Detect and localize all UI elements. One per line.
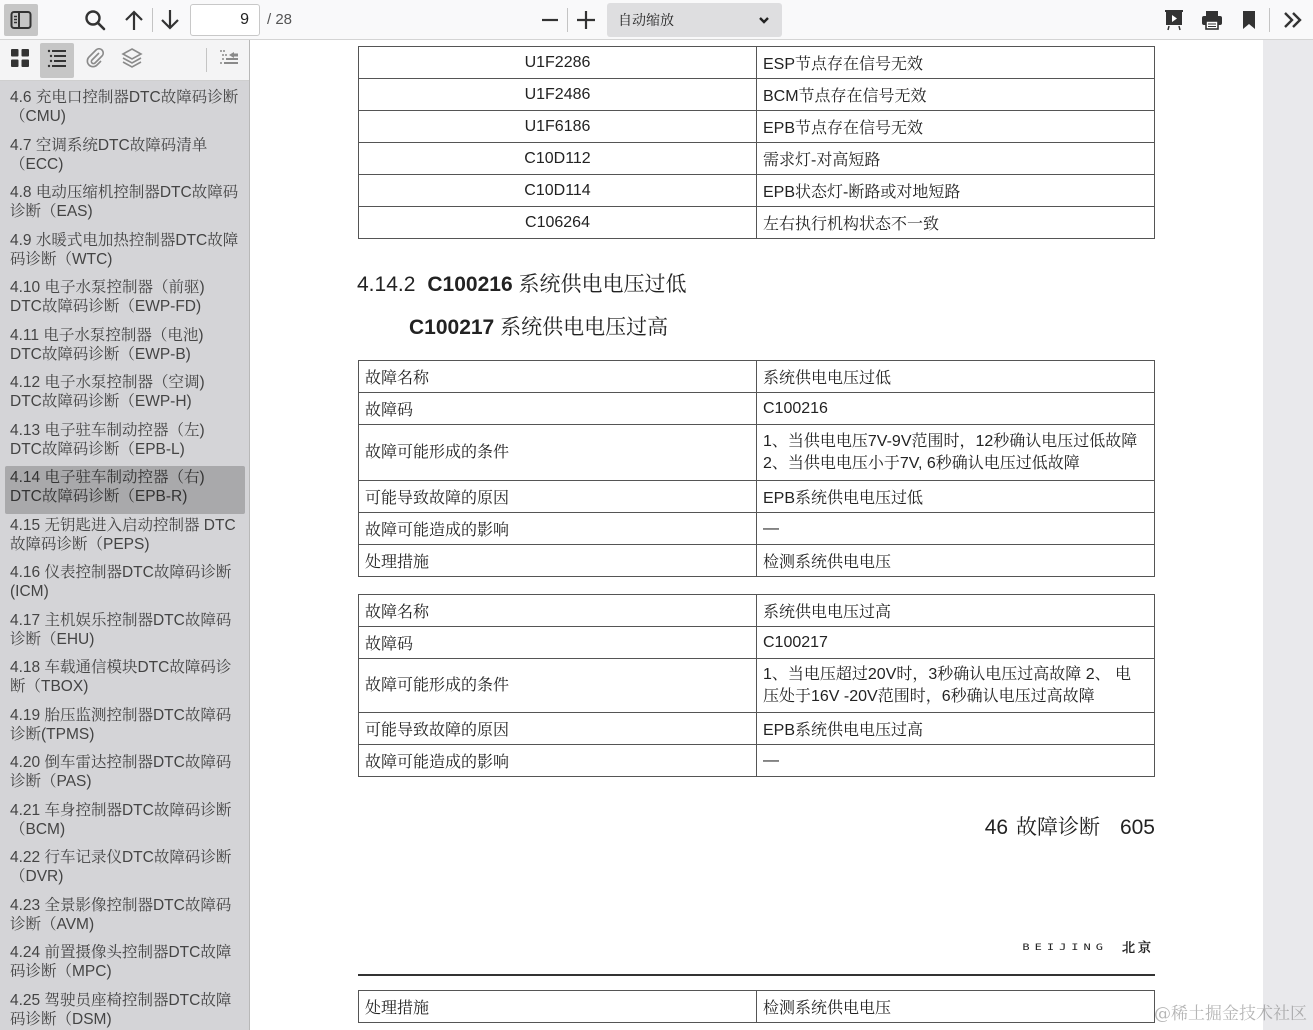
- arrow-up-icon: [124, 9, 144, 31]
- section-heading: [357, 268, 686, 298]
- outline-item-selected[interactable]: [5, 466, 245, 514]
- row-label: 故障码: [359, 627, 757, 659]
- section-number: 4.14.2: [357, 273, 416, 296]
- outline-tree: [0, 86, 249, 1030]
- outline-locate-icon: [219, 48, 239, 73]
- outline-item-label: 4.11 电子水泵控制器（电池) DTC故障码诊断（EWP-B): [10, 326, 204, 363]
- outline-item-label: 4.19 胎压监测控制器DTC故障码诊断(TPMS): [10, 706, 232, 743]
- row-label: 处理措施: [359, 991, 757, 1023]
- table-row: [359, 361, 1155, 393]
- section-title: 系统供电电压过低: [518, 273, 687, 296]
- plus-icon: [576, 10, 596, 30]
- double-chevron-right-icon: [1283, 11, 1303, 29]
- outline-item-label: 4.8 电动压缩机控制器DTC故障码诊断（EAS): [10, 184, 239, 220]
- watermark: @稀土掘金技术社区: [1154, 1004, 1307, 1024]
- outline-item-label: 4.13 电子驻车制动控器（左) DTC故障码诊断（EPB-L): [10, 421, 205, 458]
- chapter-label: 46 故障诊断: [984, 816, 1100, 839]
- section-code: C100216: [427, 273, 513, 296]
- row-value: 系统供电电压过低: [757, 361, 1155, 393]
- print-icon: [1201, 10, 1223, 30]
- outline-item-label: 4.7 空调系统DTC故障码清单（ECC): [10, 136, 208, 173]
- tools-menu-button[interactable]: [1278, 4, 1308, 36]
- dtc-desc-cell: BCM节点存在信号无效: [757, 79, 1155, 111]
- outline-item-label: 4.20 倒车雷达控制器DTC故障码诊断（PAS): [10, 754, 232, 790]
- zoom-out-button[interactable]: [536, 4, 564, 36]
- outline-item-label: 4.12 电子水泵控制器（空调) DTC故障码诊断（EWP-H): [10, 374, 205, 410]
- dtc-code-cell: U1F6186: [359, 111, 757, 143]
- zoom-in-button[interactable]: [571, 4, 601, 36]
- table-row: [359, 143, 1155, 175]
- table-row: [359, 175, 1155, 207]
- row-label: 故障可能造成的影响: [359, 745, 757, 777]
- table-row: [359, 991, 1155, 1023]
- condition-line: 1、当供电电压7V-9V范围时，12秒确认电压过低故障: [763, 432, 1138, 450]
- dtc-desc-cell: EPB状态灯-断路或对地短路: [757, 175, 1155, 207]
- next-page-button[interactable]: [156, 4, 184, 36]
- fault-table-low-voltage: [358, 360, 1155, 577]
- sidebar-toggle-icon: [10, 10, 32, 30]
- table-row: [359, 595, 1155, 627]
- grid-icon: [10, 48, 30, 73]
- next-page-table: [358, 990, 1155, 1023]
- outline-item-label: 4.25 驾驶员座椅控制器DTC故障码诊断（DSM): [10, 991, 232, 1028]
- presentation-mode-button[interactable]: [1160, 4, 1188, 36]
- previous-page-button[interactable]: [120, 4, 148, 36]
- outline-item-label: 4.23 全景影像控制器DTC故障码诊断（AVM): [10, 896, 232, 933]
- outline-item-label: 4.14 电子驻车制动控器（右) DTC故障码诊断（EPB-R): [10, 469, 205, 505]
- table-row: [359, 393, 1155, 425]
- brand-logo: [1022, 937, 1154, 956]
- table-row: [359, 545, 1155, 577]
- outline-item[interactable]: [5, 799, 245, 847]
- dtc-desc-cell: ESP节点存在信号无效: [757, 47, 1155, 79]
- row-label: 故障可能形成的条件: [359, 659, 757, 713]
- outline-item-label: 4.9 水暖式电加热控制器DTC故障码诊断（WTC): [10, 231, 239, 268]
- current-outline-item-button[interactable]: [212, 43, 246, 78]
- row-value: [757, 425, 1155, 481]
- fault-table-high-voltage: [358, 594, 1155, 777]
- sidebar-toolbar: [0, 40, 249, 81]
- table-row: [359, 513, 1155, 545]
- condition-line: 2、当供电电压小于7V, 6秒确认电压过低故障: [763, 454, 1080, 472]
- brand-name-en: BEIJING: [1022, 941, 1108, 952]
- table-row: [359, 79, 1155, 111]
- row-label: 故障可能造成的影响: [359, 513, 757, 545]
- dtc-code-cell: U1F2486: [359, 79, 757, 111]
- page-total-label: / 28: [267, 11, 293, 28]
- list-icon: [47, 48, 67, 73]
- outline-item[interactable]: [5, 181, 245, 229]
- view-thumbnails-button[interactable]: [3, 43, 37, 78]
- row-value: 检测系统供电电压: [757, 545, 1155, 577]
- row-value: 系统供电电压过高: [757, 595, 1155, 627]
- sidebar-toolbar-separator: [206, 48, 207, 72]
- outline-item-label: 4.21 车身控制器DTC故障码诊断（BCM): [10, 801, 232, 838]
- outline-item[interactable]: [5, 324, 245, 372]
- dtc-desc-cell: 左右执行机构状态不一致: [757, 207, 1155, 239]
- outline-item[interactable]: [5, 86, 245, 134]
- outline-item[interactable]: [5, 894, 245, 942]
- dtc-desc-cell: EPB节点存在信号无效: [757, 111, 1155, 143]
- dtc-code-cell: U1F2286: [359, 47, 757, 79]
- outline-item[interactable]: [5, 941, 245, 989]
- section-code: C100217: [409, 316, 495, 339]
- row-value: —: [757, 745, 1155, 777]
- search-icon: [84, 9, 106, 31]
- toolbar-separator: [152, 8, 153, 32]
- minus-icon: [541, 18, 559, 22]
- page-number-input[interactable]: [190, 4, 260, 36]
- table-row: [359, 713, 1155, 745]
- toolbar-separator: [1269, 8, 1270, 32]
- outline-item[interactable]: [5, 751, 245, 799]
- outline-item[interactable]: [5, 656, 245, 704]
- table-row: [359, 659, 1155, 713]
- dtc-code-cell: C106264: [359, 207, 757, 239]
- sidebar-toggle-button[interactable]: [4, 4, 38, 36]
- table-row: [359, 425, 1155, 481]
- page-footer: [985, 811, 1155, 841]
- row-label: 可能导致故障的原因: [359, 481, 757, 513]
- outline-item-label: 4.6 充电口控制器DTC故障码诊断（CMU): [10, 89, 239, 125]
- document-viewer[interactable]: [250, 40, 1313, 1030]
- dtc-codes-table: [358, 46, 1155, 239]
- table-row: [359, 47, 1155, 79]
- row-value: 检测系统供电电压: [757, 991, 1155, 1023]
- row-value: C100217: [757, 627, 1155, 659]
- row-label: 故障名称: [359, 361, 757, 393]
- dtc-code-cell: C10D112: [359, 143, 757, 175]
- outline-item-label: 4.16 仪表控制器DTC故障码诊断(ICM): [10, 564, 232, 600]
- row-value: C100216: [757, 393, 1155, 425]
- bookmark-button[interactable]: [1237, 4, 1261, 36]
- outline-item[interactable]: [5, 704, 245, 752]
- page-divider: [358, 974, 1155, 976]
- outline-item[interactable]: [5, 229, 245, 277]
- row-value: EPB系统供电电压过高: [757, 713, 1155, 745]
- arrow-down-icon: [160, 9, 180, 31]
- condition-line: 压处于16V -20V范围时，6秒确认电压过高故障: [763, 687, 1095, 705]
- outline-item[interactable]: [5, 371, 245, 419]
- section-title: 系统供电电压过高: [500, 316, 669, 339]
- view-layers-button[interactable]: [115, 43, 149, 78]
- outline-item-label: 4.10 电子水泵控制器（前驱) DTC故障码诊断（EWP-FD): [10, 279, 205, 315]
- row-label: 可能导致故障的原因: [359, 713, 757, 745]
- outline-item[interactable]: [5, 419, 245, 467]
- table-row: [359, 481, 1155, 513]
- outline-item-label: 4.17 主机娱乐控制器DTC故障码诊断（EHU): [10, 611, 232, 648]
- row-label: 故障名称: [359, 595, 757, 627]
- view-attachments-button[interactable]: [78, 43, 112, 78]
- main-toolbar: [0, 0, 1313, 40]
- toolbar-separator: [567, 8, 568, 32]
- dtc-desc-cell: 需求灯-对高短路: [757, 143, 1155, 175]
- condition-line: 1、当电压超过20V时，3秒确认电压过高故障 2、 电: [763, 665, 1132, 683]
- brand-name-cn: 北京: [1121, 940, 1154, 955]
- paperclip-icon: [85, 48, 105, 73]
- print-button[interactable]: [1197, 4, 1227, 36]
- table-row: [359, 111, 1155, 143]
- outline-item-label: 4.15 无钥匙进入启动控制器 DTC故障码诊断（PEPS): [10, 516, 236, 553]
- pdf-page: [250, 40, 1263, 1030]
- row-value: [757, 659, 1155, 713]
- outline-item[interactable]: [5, 514, 245, 562]
- dtc-code-cell: C10D114: [359, 175, 757, 207]
- view-outline-button[interactable]: [40, 43, 74, 78]
- outline-item[interactable]: [5, 846, 245, 894]
- table-row: [359, 207, 1155, 239]
- layers-icon: [121, 47, 143, 74]
- outline-item[interactable]: [5, 276, 245, 324]
- outline-item[interactable]: [5, 989, 245, 1030]
- find-button[interactable]: [80, 4, 110, 36]
- table-row: [359, 627, 1155, 659]
- bookmark-icon: [1242, 10, 1256, 30]
- page-number-label: 605: [1119, 816, 1155, 839]
- table-row: [359, 745, 1155, 777]
- row-label: 故障可能形成的条件: [359, 425, 757, 481]
- outline-item-label: 4.18 车载通信模块DTC故障码诊断（TBOX): [10, 659, 232, 695]
- chevron-down-icon: [758, 13, 770, 29]
- row-label: 处理措施: [359, 545, 757, 577]
- outline-item[interactable]: [5, 609, 245, 657]
- outline-item-label: 4.24 前置摄像头控制器DTC故障码诊断（MPC): [10, 944, 232, 980]
- outline-item[interactable]: [5, 561, 245, 609]
- zoom-level-value: 自动缩放: [618, 12, 674, 28]
- outline-item[interactable]: [5, 134, 245, 182]
- row-value: EPB系统供电电压过低: [757, 481, 1155, 513]
- outline-item-label: 4.22 行车记录仪DTC故障码诊断（DVR): [10, 849, 232, 885]
- zoom-level-select[interactable]: [607, 3, 782, 37]
- sidebar: [0, 40, 250, 1030]
- section-subheading: [409, 311, 668, 341]
- presentation-icon: [1164, 9, 1184, 31]
- row-value: —: [757, 513, 1155, 545]
- row-label: 故障码: [359, 393, 757, 425]
